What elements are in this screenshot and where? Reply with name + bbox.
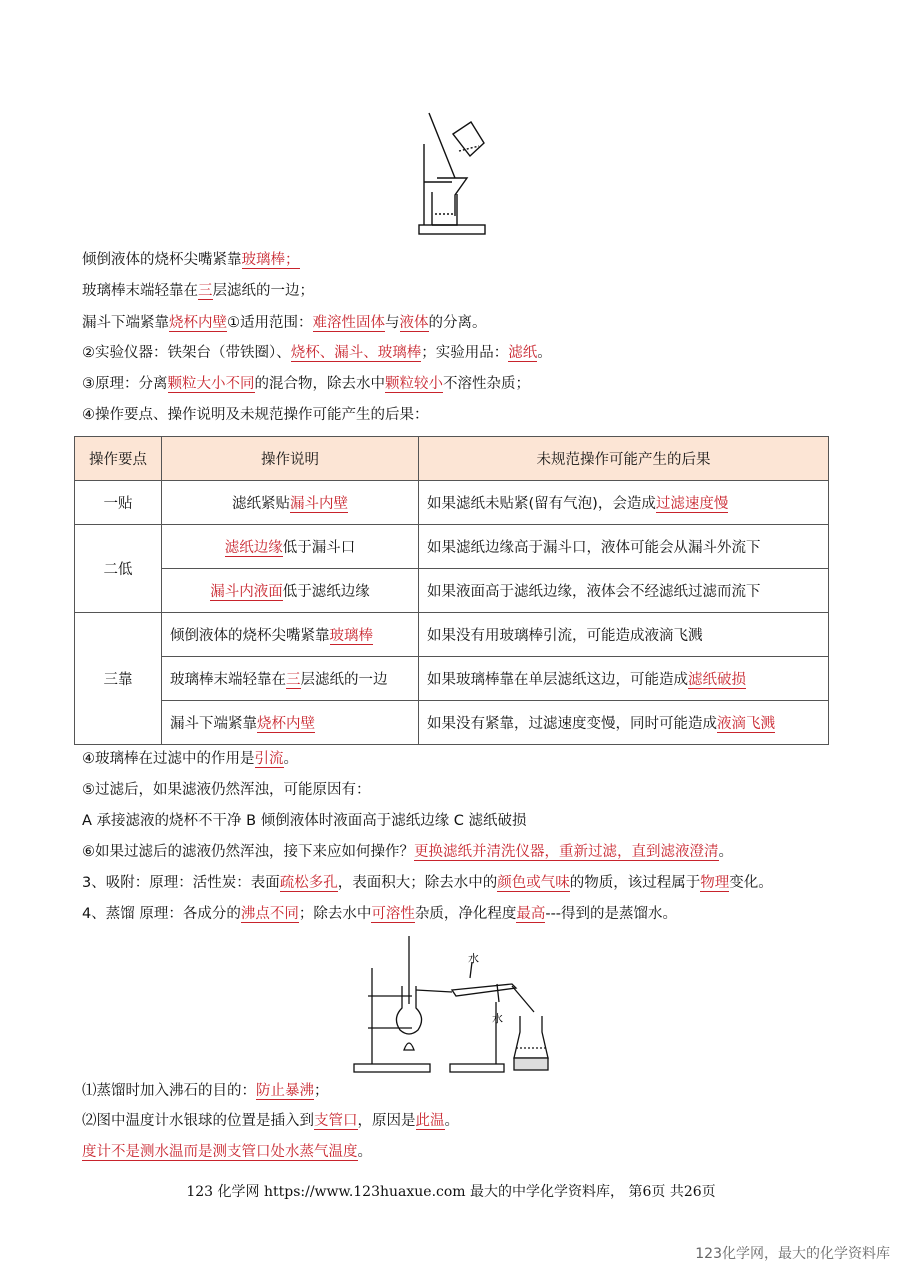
line-turbid-reasons: A 承接滤液的烧杯不干净 B 倾倒液体时液面高于滤纸边缘 C 滤纸破损 bbox=[82, 813, 527, 829]
line-instruments: ②实验仪器：铁架台（带铁圈）、烧杯、漏斗、玻璃棒；实验用品：滤纸。 bbox=[82, 345, 552, 361]
desc-cell: 倾倒液体的烧杯尖嘴紧靠玻璃棒 bbox=[162, 613, 419, 657]
line-rod-tip: 玻璃棒末端轻靠在三层滤纸的一边； bbox=[82, 283, 314, 299]
desc-cell: 漏斗内液面低于滤纸边缘 bbox=[162, 569, 419, 613]
line-boiling-chips: ⑴蒸馏时加入沸石的目的：防止暴沸； bbox=[82, 1083, 329, 1099]
operations-table bbox=[74, 436, 829, 745]
table-row bbox=[75, 525, 829, 569]
filtration-apparatus-figure bbox=[415, 110, 490, 238]
page-footer: 123 化学网 https://www.123huaxue.com 最大的中学化学资料库， 第6页 共26页 bbox=[186, 1184, 716, 1200]
consequence-cell: 如果没有用玻璃棒引流，可能造成液滴飞溅 bbox=[419, 613, 829, 657]
line-adsorption: 3、吸附：原理：活性炭：表面疏松多孔，表面积大；除去水中的颜色或气味的物质，该过程属于物理变化。 bbox=[82, 875, 773, 891]
table-row bbox=[75, 701, 829, 745]
line-turbid-action: ⑥如果过滤后的滤液仍然浑浊，接下来应如何操作？更换滤纸并清洗仪器，重新过滤，直到滤液澄清。 bbox=[82, 844, 733, 860]
desc-cell: 玻璃棒末端轻靠在三层滤纸的一边 bbox=[162, 657, 419, 701]
line-funnel-tip-scope: 漏斗下端紧靠烧杯内壁①适用范围：难溶性固体与液体的分离。 bbox=[82, 315, 487, 331]
distillation-apparatus-figure bbox=[352, 932, 552, 1074]
header-key-points: 操作要点 bbox=[75, 437, 162, 481]
table-row bbox=[75, 481, 829, 525]
table-row bbox=[75, 613, 829, 657]
line-thermometer-position: ⑵图中温度计水银球的位置是插入到支管口，原因是此温。 bbox=[82, 1113, 459, 1129]
water-inlet-label: 水 bbox=[492, 1012, 503, 1025]
consequence-cell: 如果玻璃棒靠在单层滤纸这边，可能造成滤纸破损 bbox=[419, 657, 829, 701]
consequence-cell: 如果没有紧靠，过滤速度变慢，同时可能造成液滴飞溅 bbox=[419, 701, 829, 745]
consequence-cell: 如果滤纸边缘高于漏斗口，液体可能会从漏斗外流下 bbox=[419, 525, 829, 569]
desc-cell: 漏斗下端紧靠烧杯内壁 bbox=[162, 701, 419, 745]
consequence-cell: 如果滤纸未贴紧(留有气泡)，会造成过滤速度慢 bbox=[419, 481, 829, 525]
table-row bbox=[75, 569, 829, 613]
line-beaker-spout: 倾倒液体的烧杯尖嘴紧靠玻璃棒； bbox=[82, 252, 300, 268]
group-label-one-stick: 一贴 bbox=[75, 481, 162, 525]
line-distillation: 4、蒸馏 原理：各成分的沸点不同；除去水中可溶性杂质，净化程度最高---得到的是蒸馏水。 bbox=[82, 906, 678, 922]
header-consequence: 未规范操作可能产生的后果 bbox=[419, 437, 829, 481]
table-row bbox=[75, 657, 829, 701]
line-principle: ③原理：分离颗粒大小不同的混合物，除去水中颗粒较小不溶性杂质； bbox=[82, 376, 530, 392]
table-header-row bbox=[75, 437, 829, 481]
header-description: 操作说明 bbox=[162, 437, 419, 481]
desc-cell: 滤纸紧贴漏斗内壁 bbox=[162, 481, 419, 525]
consequence-cell: 如果液面高于滤纸边缘，液体会不经滤纸过滤而流下 bbox=[419, 569, 829, 613]
line-rod-role: ④玻璃棒在过滤中的作用是引流。 bbox=[82, 751, 298, 767]
desc-cell: 滤纸边缘低于漏斗口 bbox=[162, 525, 419, 569]
watermark: 123化学网，最大的化学资料库 bbox=[695, 1246, 890, 1262]
line-turbid-reasons-intro: ⑤过滤后，如果滤液仍然浑浊，可能原因有： bbox=[82, 782, 371, 798]
line-thermometer-reason: 度计不是测水温而是测支管口处水蒸气温度。 bbox=[82, 1144, 372, 1160]
line-table-intro: ④操作要点、操作说明及未规范操作可能产生的后果： bbox=[82, 407, 429, 423]
group-label-two-low: 二低 bbox=[75, 525, 162, 613]
water-outlet-label: 水 bbox=[468, 952, 479, 965]
group-label-three-lean: 三靠 bbox=[75, 613, 162, 745]
